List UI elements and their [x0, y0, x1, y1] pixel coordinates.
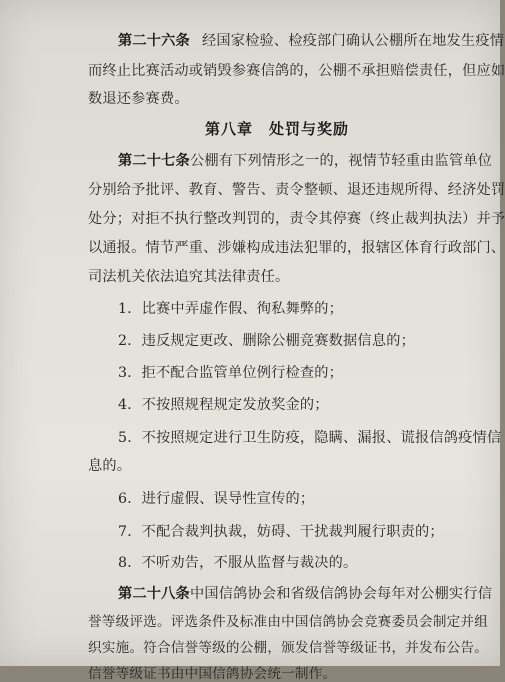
- list-item: 5．不按照规定进行卫生防疫，隐瞒、漏报、谎报信鸽疫情信: [118, 430, 502, 446]
- article-26-line-3: 数退还参赛费。: [88, 91, 189, 107]
- article-27-line-1: [118, 150, 492, 170]
- list-item-continuation: 息的。: [88, 458, 132, 474]
- article-26-line-1: [118, 30, 504, 50]
- article-27-line-4: 以通报。情节严重、涉嫌构成违法犯罪的，报辖区体育行政部门、: [88, 240, 505, 256]
- article-26-line-2: 而终止比赛活动或销毁参赛信鸽的，公棚不承担赔偿责任，但应如: [88, 63, 505, 79]
- article-28-text-1: 中国信鸽协会和省级信鸽协会每年对公棚实行信: [189, 586, 493, 602]
- list-item: 4．不按照规程规定发放奖金的；: [118, 397, 329, 413]
- article-28-line-1: [118, 583, 492, 603]
- article-26-text-1: 经国家检验、检疫部门确认公棚所在地发生疫情: [201, 33, 505, 49]
- article-28-line-2: 誉等级评选。评选条件及标准由中国信鸽协会竞赛委员会制定并组: [88, 614, 489, 630]
- article-28-line-4: 信誉等级证书由中国信鸽协会统一制作。: [88, 666, 337, 682]
- article-27-line-3: 处分；对拒不执行整改判罚的，责令其停赛（终止裁判执法）并予: [88, 211, 505, 227]
- list-item: 1．比赛中弄虚作假、徇私舞弊的；: [118, 301, 344, 317]
- article-27-line-5: 司法机关依法追究其法律责任。: [88, 269, 290, 285]
- article-26-label: 第二十六条: [118, 33, 190, 49]
- article-28-line-3: 织实施。符合信誉等级的公棚，颁发信誉等级证书，并发布公告。: [88, 640, 489, 656]
- article-27-label: 第二十七条: [118, 153, 190, 169]
- list-item: 8．不听劝告，不服从监督与裁决的。: [118, 555, 358, 571]
- chapter-8-heading: 第八章 处罚与奖励: [205, 120, 350, 138]
- list-item: 6．进行虚假、误导性宣传的；: [118, 491, 315, 507]
- article-27-text-1: 公棚有下列情形之一的，视情节轻重由监管单位: [189, 153, 493, 169]
- article-28-label: 第二十八条: [118, 586, 190, 602]
- article-27-line-2: 分别给予批评、教育、警告、责令整顿、退还违规所得、经济处罚: [88, 182, 505, 198]
- list-item: 7．不配合裁判执裁，妨碍、干扰裁判履行职责的；: [118, 524, 444, 540]
- list-item: 3．拒不配合监管单位例行检查的；: [118, 365, 344, 381]
- list-item: 2．违反规定更改、删除公棚竞赛数据信息的；: [118, 333, 415, 349]
